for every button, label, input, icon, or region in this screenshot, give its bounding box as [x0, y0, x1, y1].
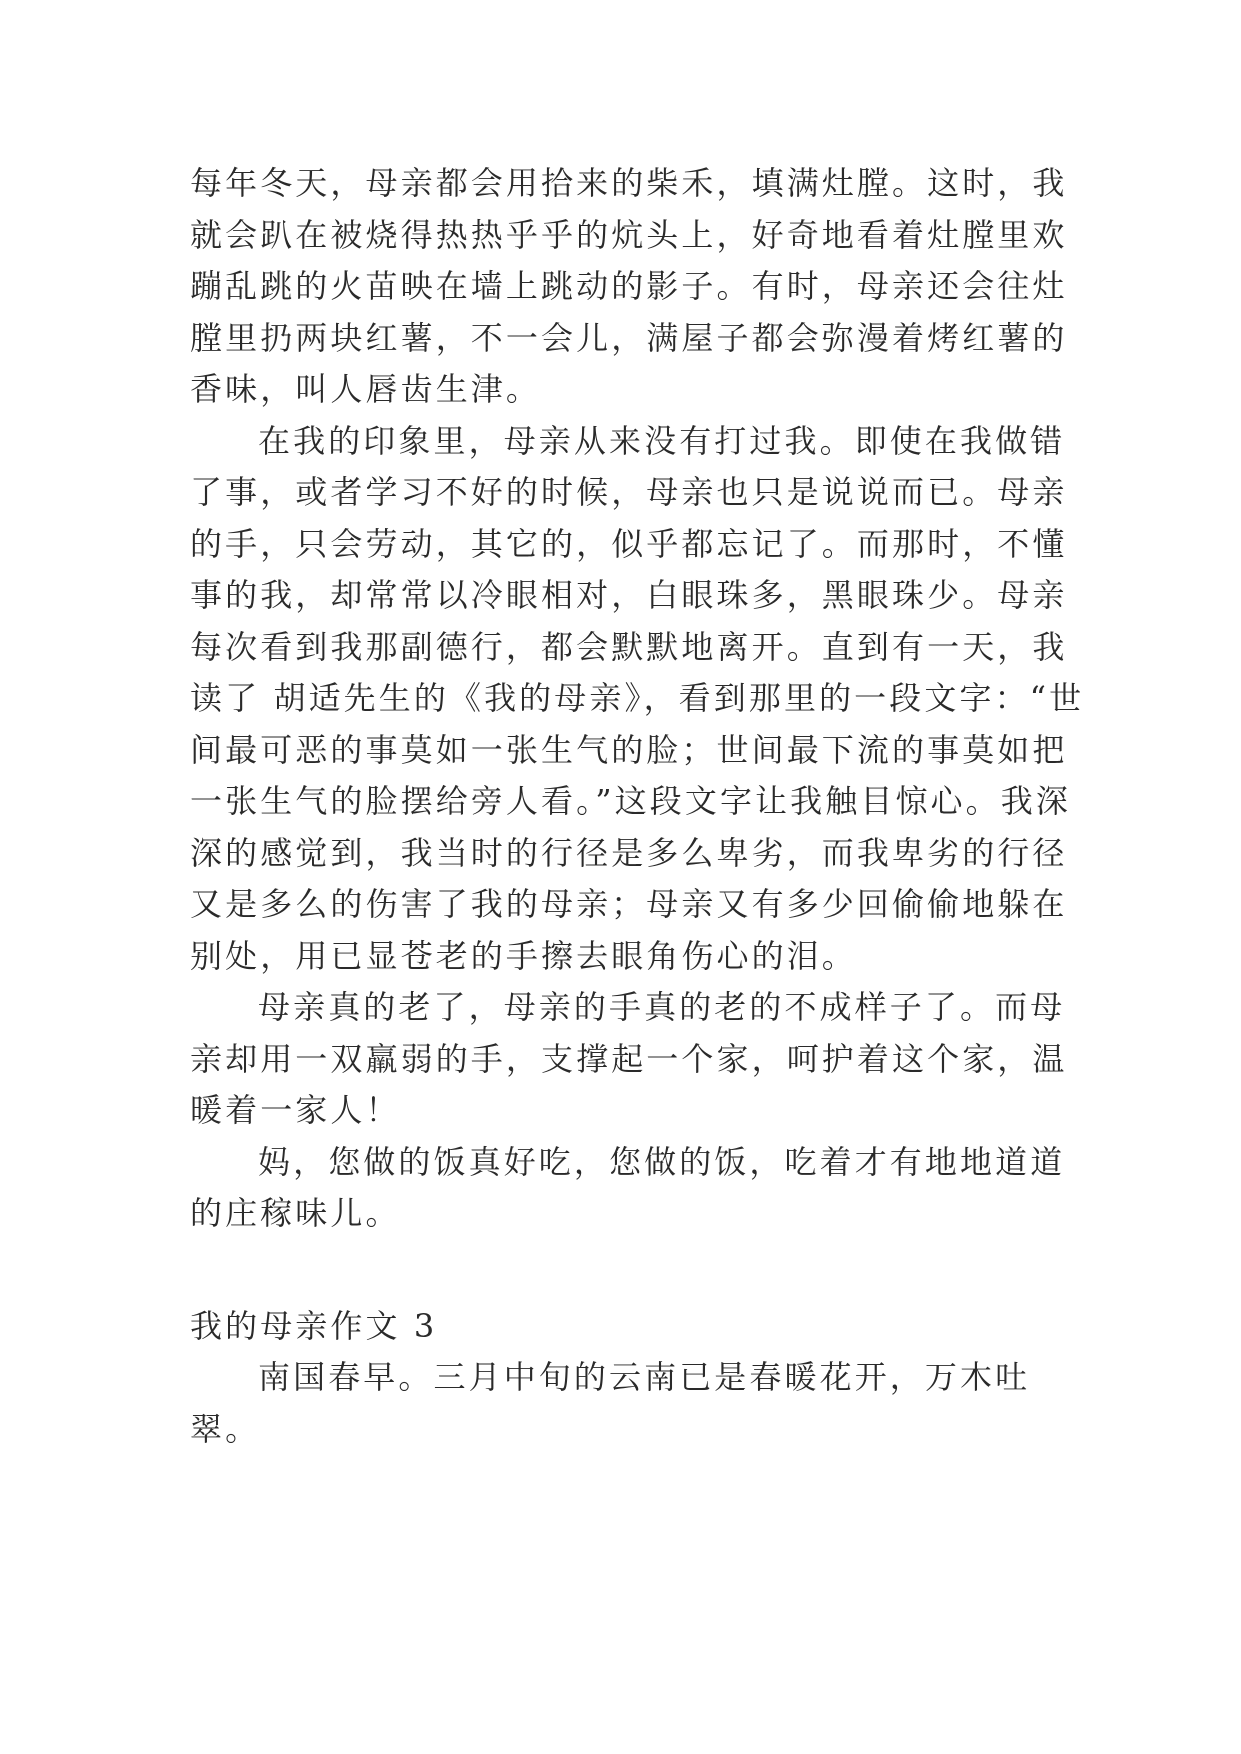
paragraph-spring: 南国春早。三月中旬的云南已是春暖花开，万木吐翠。 [190, 1358, 1031, 1448]
section-heading: 我的母亲作文 3 [190, 1306, 438, 1345]
paragraph-mother-memory: 在我的印象里，母亲从来没有打过我。即使在我做错了事，或者学习不好的时候，母亲也只是说说而已。母亲的手，只会劳动，其它的，似乎都忘记了。而那时，不懂事的我，却常常以冷眼相对，白眼珠多，黑眼珠少。母亲每次看到我那副德行，都会默默地离开。直到有一天，我读了 胡适先生的《我的母亲》，看到那里的一段文字：“世间最可恶的事莫如一张生气的脸；世间最下流的事莫如把一张生气的脸摆给旁人看。”这段文字让我触目惊心。我深深的感觉到，我当时的行径是多么卑劣，而我卑劣的行径又是多么的伤害了我的母亲；母亲又有多少回偷偷地躲在别处，用已显苍老的手擦去眼角伤心的泪。 [190, 421, 1085, 975]
document-body [190, 158, 1090, 1455]
paragraph-mother-old: 母亲真的老了，母亲的手真的老的不成样子了。而母亲却用一双羸弱的手，支撑起一个家，呵护着这个家，温暖着一家人！ [190, 988, 1068, 1129]
paragraph-mother-cooking: 妈，您做的饭真好吃，您做的饭，吃着才有地地道道的庄稼味儿。 [190, 1142, 1066, 1232]
paragraph-winter-stove: 每年冬天，母亲都会用拾来的柴禾，填满灶膛。这时，我就会趴在被烧得热热乎乎的炕头上，好奇地看着灶膛里欢蹦乱跳的火苗映在墙上跳动的影子。有时，母亲还会往灶膛里扔两块红薯，不一会儿，满屋子都会弥漫着烤红薯的香味，叫人唇齿生津。 [190, 164, 1068, 408]
